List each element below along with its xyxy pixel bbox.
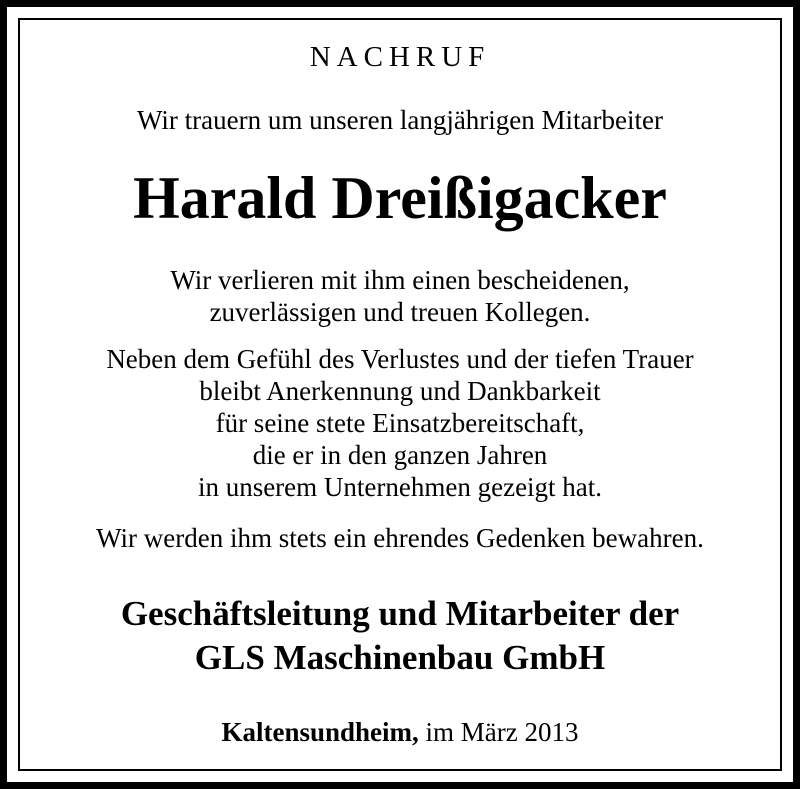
notice-heading: NACHRUF [309,41,491,73]
text-line: bleibt Anerkennung und Dankbarkeit [199,376,601,406]
text-line: zuverlässigen und treuen Kollegen. [209,297,591,327]
signature-line: Geschäftsleitung und Mitarbeiter der [120,594,680,633]
paragraph-remembrance: Wir werden ihm stets ein ehrendes Gedenken bewahren. [96,523,704,553]
intro-line: Wir trauern um unseren langjährigen Mitarbeiter [137,105,663,135]
place-date-line [0,716,800,748]
signature-block [0,592,800,680]
place-name: Kaltensundheim, [221,717,419,747]
text-line: für seine stete Einsatzbereitschaft, [215,408,585,438]
date-text: im März 2013 [418,717,579,747]
paragraph-gratitude [0,343,800,503]
text-line: Neben dem Gefühl des Verlustes und der tiefen Trauer [106,344,694,374]
company-name: GLS Maschinenbau GmbH [194,638,606,677]
paragraph-colleague [0,264,800,328]
text-line: in unserem Unternehmen gezeigt hat. [197,472,603,502]
text-line: Wir verlieren mit ihm einen bescheidenen, [170,265,630,295]
text-line: die er in den ganzen Jahren [252,440,548,470]
deceased-name: Harald Dreißigacker [133,165,667,231]
